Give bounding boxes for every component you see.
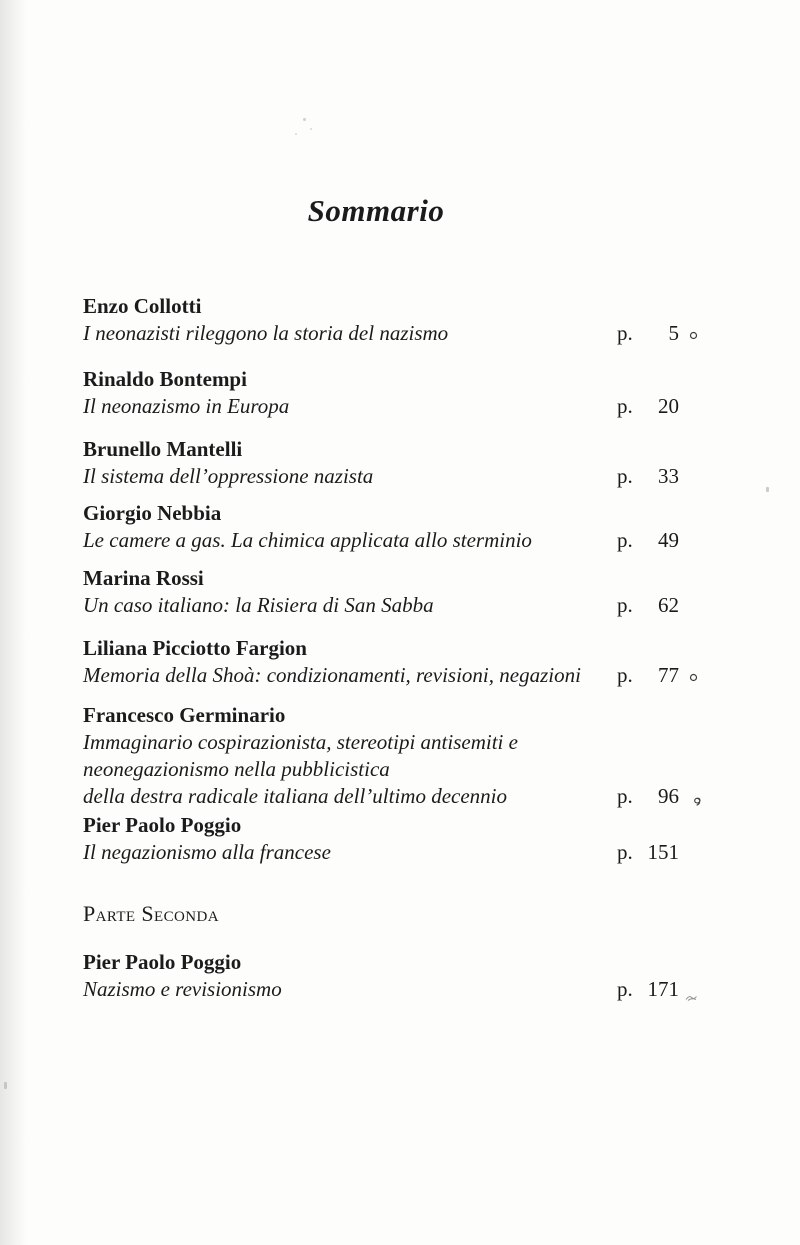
entry-title-line: I neonazisti rileggono la storia del nazismo	[83, 321, 449, 345]
table-of-contents	[0, 293, 800, 1003]
entry-author: Brunello Mantelli	[83, 437, 243, 461]
entry-author: Liliana Picciotto Fargion	[83, 636, 307, 660]
entry-author: Enzo Collotti	[83, 294, 202, 318]
page-number: 20	[658, 394, 679, 418]
entry-title-line: Il negazionismo alla francese	[83, 840, 331, 864]
entry-page-ref	[617, 783, 679, 810]
pencil-scribble-mark-icon	[684, 992, 699, 1003]
pencil-scribble-mark-icon	[691, 795, 703, 808]
section-heading: Parte Seconda	[83, 901, 219, 926]
entry-author: Francesco Germinario	[83, 703, 286, 727]
toc-entry	[83, 702, 679, 810]
page-abbrev: p.	[617, 321, 633, 345]
entry-page-ref	[617, 393, 679, 420]
toc-entry	[83, 635, 679, 689]
entry-title-line: Le camere a gas. La chimica applicata allo sterminio	[83, 528, 532, 552]
entry-title-line: neonegazionismo nella pubblicistica	[83, 757, 390, 781]
entry-title-line: Memoria della Shoà: condizionamenti, revisioni, negazioni	[83, 663, 581, 687]
pencil-circle-mark-icon	[689, 673, 698, 682]
entry-title-line: Nazismo e revisionismo	[83, 977, 282, 1001]
entry-author: Pier Paolo Poggio	[83, 813, 242, 837]
toc-entry	[83, 500, 679, 554]
toc-entry	[83, 812, 679, 866]
page-abbrev: p.	[617, 464, 633, 488]
page-number: 62	[658, 593, 679, 617]
entry-title-line: Il neonazismo in Europa	[83, 394, 290, 418]
entry-page-ref	[617, 976, 679, 1003]
entry-author: Pier Paolo Poggio	[83, 950, 242, 974]
page-abbrev: p.	[617, 663, 633, 687]
page-number: 33	[658, 464, 679, 488]
page-number: 171	[647, 977, 679, 1001]
entry-title-line: Immaginario cospirazionista, stereotipi antisemiti e	[83, 730, 518, 754]
toc-entry	[83, 436, 679, 490]
toc-entry	[83, 366, 679, 420]
toc-entry	[83, 949, 679, 1003]
scan-speck	[310, 128, 312, 130]
page-abbrev: p.	[617, 593, 633, 617]
entry-page-ref	[617, 592, 679, 619]
scan-speck	[303, 118, 306, 121]
entry-page-ref	[617, 662, 679, 689]
page-abbrev: p.	[617, 394, 633, 418]
page-abbrev: p.	[617, 528, 633, 552]
entry-author: Marina Rossi	[83, 566, 204, 590]
page-abbrev: p.	[617, 977, 633, 1001]
scan-speck	[4, 1082, 7, 1089]
entry-page-ref	[617, 839, 679, 866]
page-abbrev: p.	[617, 784, 633, 808]
toc-entry	[83, 293, 679, 347]
page-number: 49	[658, 528, 679, 552]
page-number: 96	[658, 784, 679, 808]
entry-page-ref	[617, 527, 679, 554]
page-title: Sommario	[307, 192, 445, 228]
entry-page-ref	[617, 463, 679, 490]
entry-title-line: Un caso italiano: la Risiera di San Sabba	[83, 593, 434, 617]
page-number: 77	[658, 663, 679, 687]
entry-title-line: Il sistema dell’oppressione nazista	[83, 464, 374, 488]
entry-author: Rinaldo Bontempi	[83, 367, 247, 391]
entry-page-ref	[617, 320, 679, 347]
entry-title-line: della destra radicale italiana dell’ultimo decennio	[83, 784, 508, 808]
page-number: 5	[668, 321, 679, 345]
scan-speck	[295, 133, 297, 135]
entry-author: Giorgio Nebbia	[83, 501, 222, 525]
pencil-circle-mark-icon	[689, 331, 698, 340]
page-number: 151	[647, 840, 679, 864]
page-abbrev: p.	[617, 840, 633, 864]
toc-entry	[83, 565, 679, 619]
